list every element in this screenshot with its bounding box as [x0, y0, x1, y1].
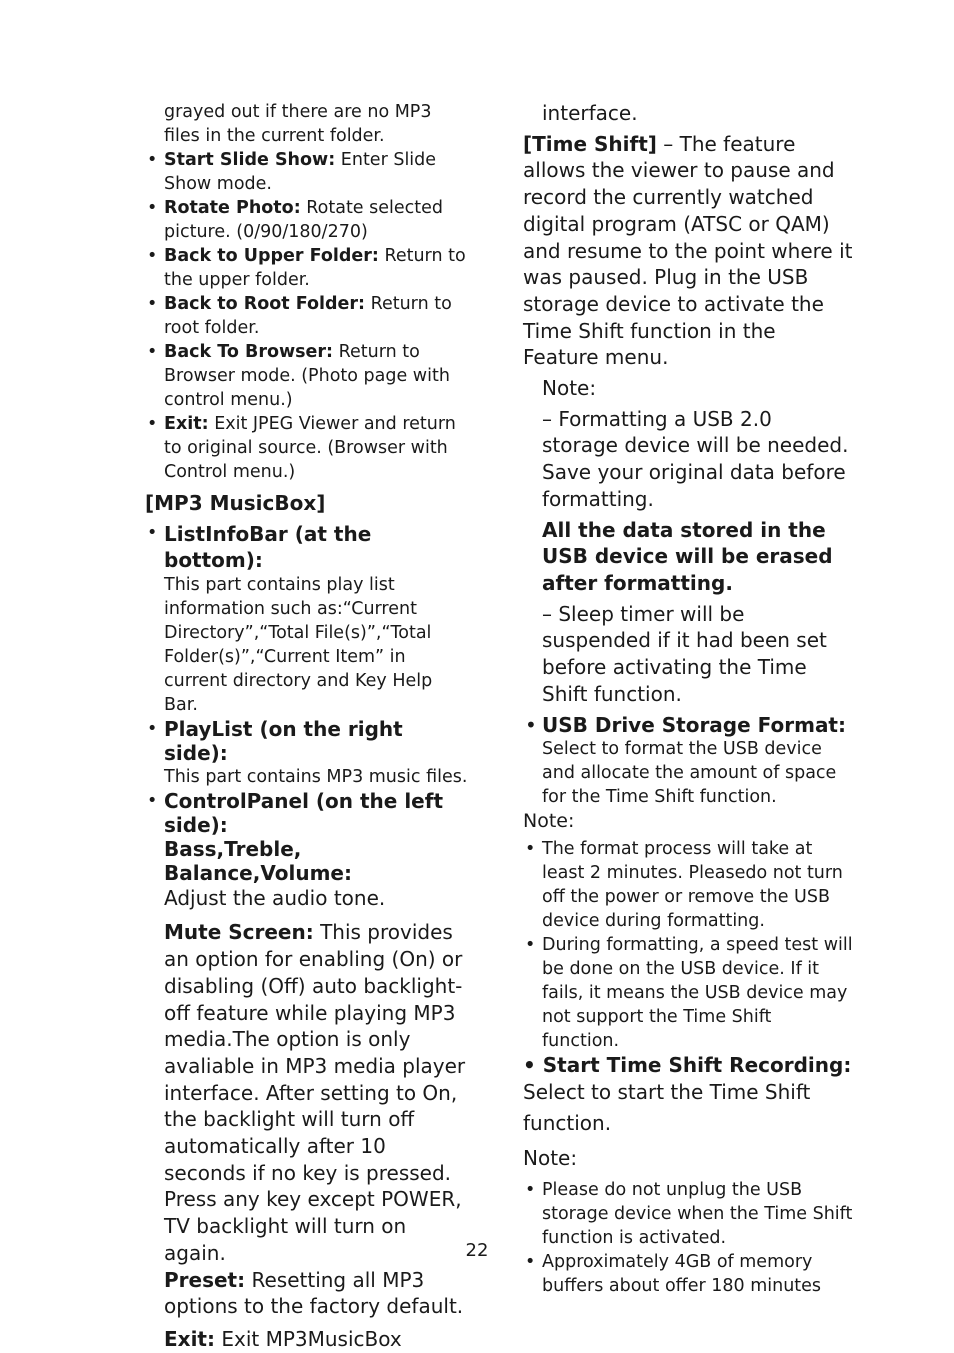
- list-item-back-to-browser: [145, 340, 470, 412]
- item-desc: Return to the upper folder.: [164, 246, 466, 290]
- exit-term: Exit:: [164, 1326, 215, 1351]
- exit-desc: Exit MP3MusicBox: [221, 1326, 402, 1351]
- bullet: •: [147, 790, 158, 811]
- item-term: Start Slide Show:: [164, 150, 336, 170]
- time-shift-paragraph: [523, 131, 853, 371]
- bullet: •: [147, 414, 158, 434]
- item-term: Exit:: [164, 414, 209, 434]
- item-term: Back to Root Folder:: [164, 294, 366, 314]
- item-desc: Return to Browser mode. (Photo page with control menu.): [164, 342, 450, 410]
- list-item-exit-jpeg: [145, 412, 470, 484]
- time-shift-term: [Time Shift]: [523, 131, 657, 156]
- item-desc: Return to root folder.: [164, 294, 452, 338]
- list-item-playlist: [145, 717, 470, 789]
- note-sleep-timer: – Sleep timer will be suspended if it had been set before activating the Time Shift function.: [542, 601, 827, 706]
- bullet: •: [147, 246, 158, 266]
- bullet: •: [525, 1252, 536, 1273]
- interface-continuation: interface.: [542, 101, 638, 125]
- bullet: •: [525, 1180, 536, 1201]
- preset-term: Preset:: [164, 1267, 246, 1292]
- bullet: •: [147, 294, 158, 314]
- bullet: •: [147, 342, 158, 362]
- bullet: •: [147, 198, 158, 218]
- item-desc: This part contains MP3 music files.: [164, 766, 468, 787]
- exit-musicbox-paragraph: [145, 1326, 470, 1353]
- item-term: ListInfoBar (at the bottom):: [164, 521, 372, 572]
- list-item-listinfobar: [145, 521, 470, 717]
- intro-continuation: grayed out if there are no MP3 files in the current folder.: [164, 102, 432, 146]
- list-item-start-slide-show: [145, 148, 470, 196]
- mute-screen-term: Mute Screen:: [164, 920, 314, 945]
- mute-screen-paragraph: [145, 919, 470, 1266]
- time-shift-desc: – The feature allows the viewer to pause and record the currently watched digital program (ATSC or QAM) and resume to the point where it was paused. Plug in the USB storage device to activate the Time Shift function in the Feature menu.: [523, 131, 853, 370]
- list-item-controlpanel: [145, 789, 470, 837]
- mute-screen-desc: This provides an option for enabling (On) or disabling (Off) auto backlight-off feature while playing MP3 media.The option is only avaliable in MP3 media player interface. After setting to On, the backlight will turn off automatically after 10 seconds if no key is pressed. Press any key except POWER, TV backlight will turn on again.: [164, 920, 466, 1265]
- item-desc: Approximately 4GB of memory buffers about offer 180 minutes: [542, 1252, 822, 1297]
- note-formatting: – Formatting a USB 2.0 storage device will be needed. Save your original data before formatting.: [542, 406, 849, 511]
- bass-treble-desc: Adjust the audio tone.: [164, 885, 386, 910]
- item-desc: The format process will take at least 2 minutes. Pleasedo not turn off the power or remove the USB device during formatting.: [542, 839, 843, 932]
- bullet: •: [525, 713, 537, 738]
- bullet: •: [147, 150, 158, 170]
- item-desc: Select to format the USB device and allocate the amount of space for the Time Shift function.: [542, 739, 837, 808]
- preset-desc: Resetting all MP3 options to the factory default.: [164, 1267, 464, 1319]
- bullet: •: [147, 522, 158, 543]
- note-erase-warning: All the data stored in the USB device will be erased after formatting.: [542, 517, 833, 595]
- item-desc: Exit JPEG Viewer and return to original source. (Browser with Control menu.): [164, 414, 456, 482]
- start-time-shift-desc: Select to start the Time Shift function.: [523, 1080, 811, 1136]
- item-term: PlayList (on the right side):: [164, 716, 403, 765]
- item-desc: Enter Slide Show mode.: [164, 150, 437, 194]
- note-label: Note:: [523, 810, 575, 833]
- item-desc: During formatting, a speed test will be done on the USB device. If it fails, it means the USB device may not support the Time Shift function.: [542, 935, 853, 1052]
- item-desc: Please do not unplug the USB storage device when the Time Shift function is activated.: [542, 1180, 853, 1249]
- list-item-usb-drive-storage-format: [523, 713, 853, 809]
- item-term: Back To Browser:: [164, 342, 334, 362]
- page-number: 22: [465, 1240, 489, 1261]
- bullet: •: [523, 1053, 543, 1078]
- left-column: [145, 100, 470, 1353]
- note-label: Note:: [542, 376, 597, 401]
- bullet: •: [525, 935, 536, 956]
- bullet: •: [525, 839, 536, 860]
- item-desc: Rotate selected picture. (0/90/180/270): [164, 198, 444, 242]
- list-item-rotate-photo: [145, 196, 470, 244]
- list-item-back-to-upper-folder: [145, 244, 470, 292]
- start-time-shift-term: Start Time Shift Recording:: [542, 1053, 852, 1078]
- start-time-shift-heading: [523, 1053, 853, 1077]
- item-term: Back to Upper Folder:: [164, 246, 379, 266]
- item-term: Rotate Photo:: [164, 198, 301, 218]
- list-item: [523, 837, 853, 933]
- preset-paragraph: [145, 1267, 470, 1320]
- item-desc: This part contains play list information such as:“Current Directory”,“Total File(s)”,“Total Folder(s)”,“Current Item” in current directory and Key Help Bar.: [164, 574, 433, 715]
- list-item: [523, 933, 853, 1053]
- list-item-back-to-root-folder: [145, 292, 470, 340]
- right-column: [523, 100, 853, 1298]
- bullet: •: [147, 718, 158, 739]
- note-label: Note:: [523, 1146, 578, 1171]
- bass-treble-term: Bass,Treble, Balance,Volume:: [164, 836, 352, 885]
- item-term: USB Drive Storage Format:: [542, 713, 846, 738]
- item-term: ControlPanel (on the left side):: [164, 788, 444, 837]
- section-heading-mp3-musicbox: [MP3 MusicBox]: [145, 491, 326, 515]
